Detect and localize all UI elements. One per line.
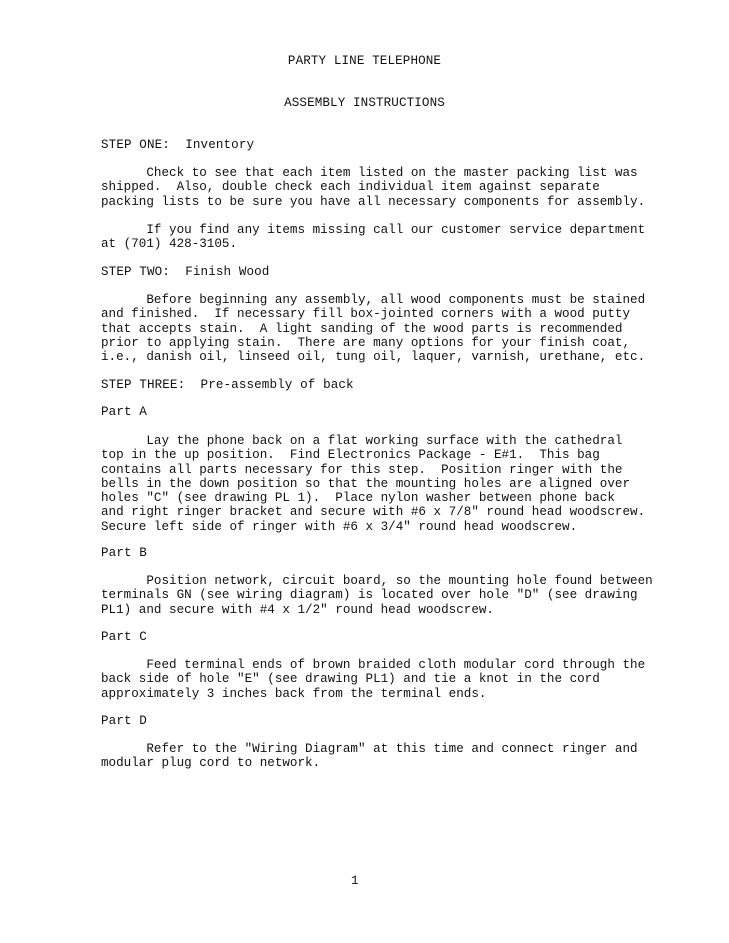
- text-line: Secure left side of ringer with #6 x 3/4" round head woodscrew.: [101, 519, 578, 534]
- text-line: shipped. Also, double check each individual item against separate: [101, 180, 600, 195]
- step-three-heading: STEP THREE: Pre-assembly of back: [101, 378, 354, 392]
- text-line: back side of hole "E" (see drawing PL1) and tie a knot in the cord: [101, 672, 600, 687]
- part-a-label: Part A: [101, 405, 147, 419]
- text-line: terminals GN (see wiring diagram) is located over hole "D" (see drawing: [101, 588, 638, 603]
- text-line: at (701) 428-3105.: [101, 237, 238, 252]
- part-c-label: Part C: [101, 630, 147, 644]
- part-d-label: Part D: [101, 714, 147, 728]
- text-line: Before beginning any assembly, all wood components must be stained: [101, 293, 646, 307]
- text-line: bells in the down position so that the mounting holes are aligned over: [101, 476, 631, 491]
- text-line: Check to see that each item listed on the master packing list was: [101, 166, 638, 180]
- text-line: holes "C" (see drawing PL 1). Place nylon washer between phone back: [101, 491, 615, 506]
- text-line: that accepts stain. A light sanding of the wood parts is recommended: [101, 321, 623, 336]
- text-line: approximately 3 inches back from the terminal ends.: [101, 686, 487, 701]
- text-line: top in the up position. Find Electronics Package - E#1. This bag: [101, 448, 600, 463]
- step-two-heading: STEP TWO: Finish Wood: [101, 265, 270, 279]
- part-a-paragraph: [101, 434, 646, 534]
- text-line: contains all parts necessary for this step. Position ringer with the: [101, 462, 623, 477]
- text-line: modular plug cord to network.: [101, 756, 321, 771]
- text-line: Lay the phone back on a flat working surface with the cathedral: [101, 434, 623, 448]
- text-line: and right ringer bracket and secure with #6 x 7/8" round head woodscrew.: [101, 505, 646, 520]
- text-line: packing lists to be sure you have all necessary components for assembly.: [101, 194, 646, 209]
- document-title: PARTY LINE TELEPHONE: [287, 54, 442, 68]
- step-one-paragraph-2: [101, 223, 646, 252]
- text-line: Feed terminal ends of brown braided cloth modular cord through the: [101, 658, 646, 672]
- text-line: If you find any items missing call our customer service department: [101, 223, 646, 237]
- step-one-paragraph-1: [101, 166, 646, 209]
- part-d-paragraph: [101, 742, 638, 771]
- document-subtitle: ASSEMBLY INSTRUCTIONS: [284, 96, 445, 110]
- text-line: Position network, circuit board, so the mounting hole found between: [101, 574, 653, 588]
- step-two-paragraph: [101, 293, 646, 365]
- part-c-paragraph: [101, 658, 646, 701]
- part-b-paragraph: [101, 574, 653, 617]
- text-line: i.e., danish oil, linseed oil, tung oil, laquer, varnish, urethane, etc.: [101, 350, 646, 365]
- text-line: Refer to the "Wiring Diagram" at this time and connect ringer and: [101, 742, 638, 756]
- page-number: 1: [351, 874, 359, 888]
- text-line: and finished. If necessary fill box-jointed corners with a wood putty: [101, 307, 631, 322]
- text-line: prior to applying stain. There are many options for your finish coat,: [101, 335, 631, 350]
- part-b-label: Part B: [101, 546, 147, 560]
- step-one-heading: STEP ONE: Inventory: [101, 138, 255, 152]
- text-line: PL1) and secure with #4 x 1/2" round head woodscrew.: [101, 602, 494, 617]
